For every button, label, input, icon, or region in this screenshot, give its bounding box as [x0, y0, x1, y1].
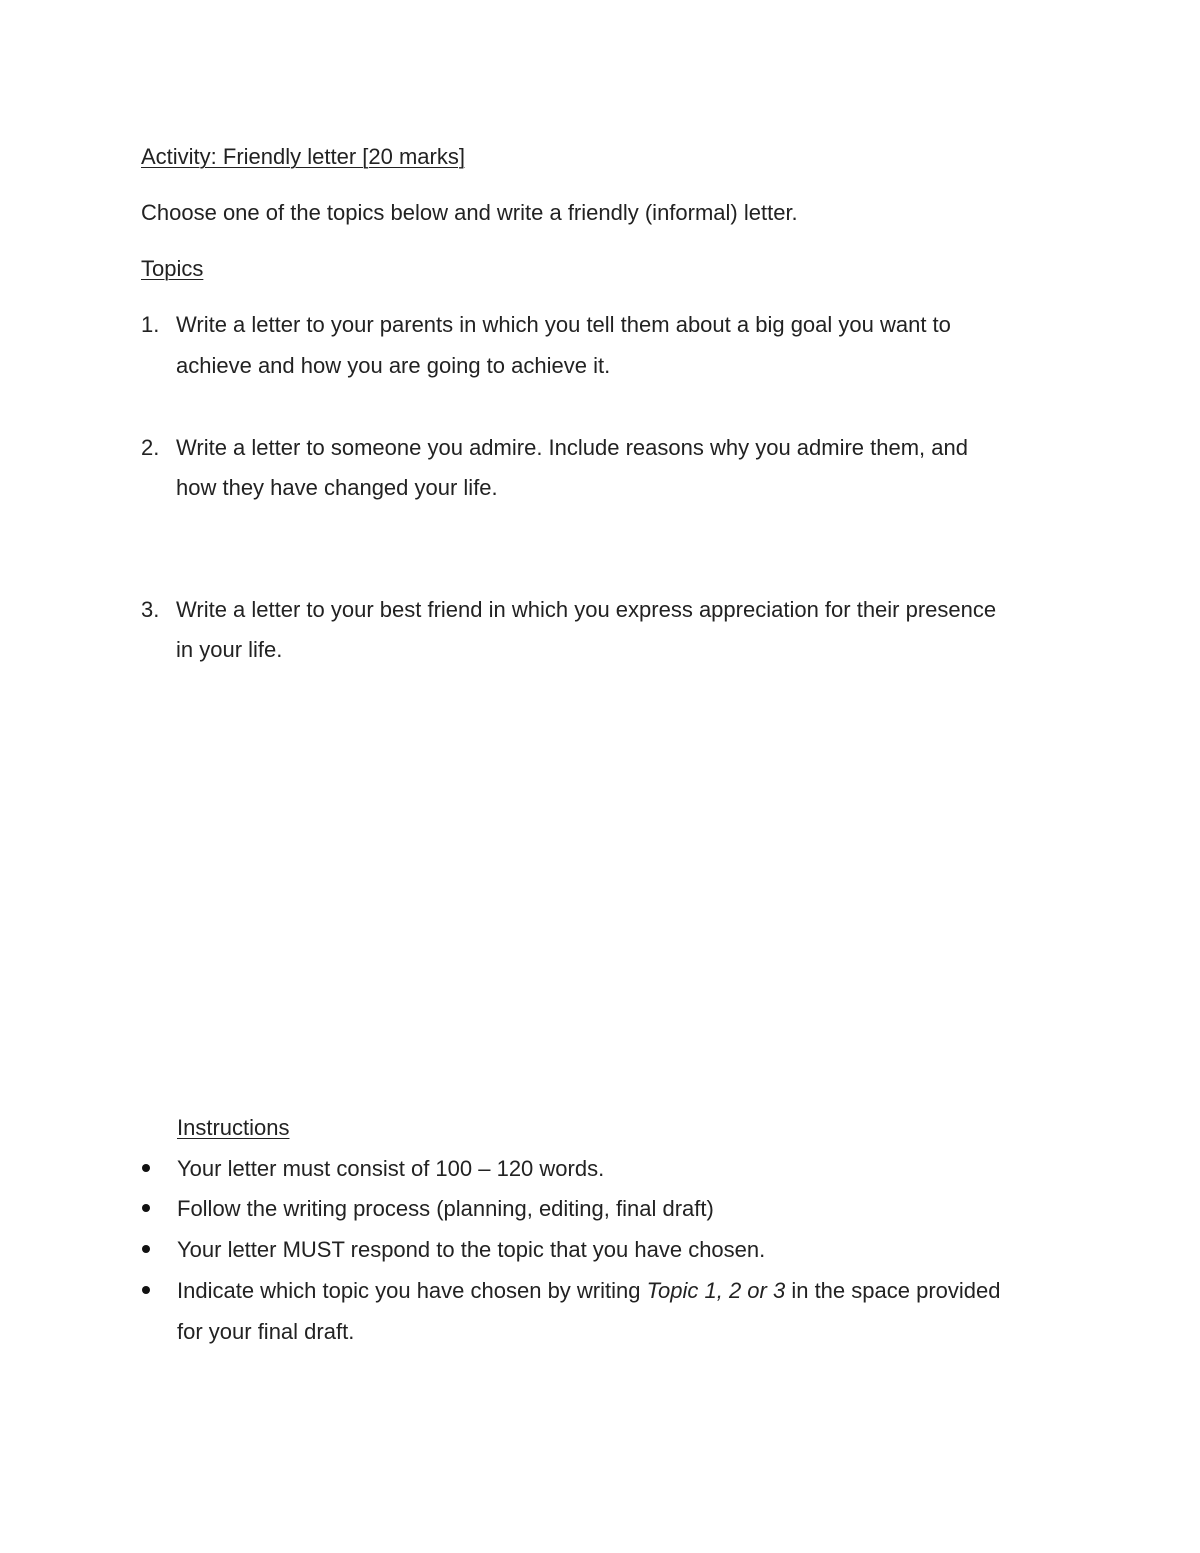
topics-heading: Topics	[141, 256, 204, 281]
bullet-icon	[142, 1164, 150, 1172]
topic-text-line: achieve and how you are going to achieve it.	[176, 353, 611, 378]
instruction-text-line2: for your final draft.	[177, 1319, 355, 1344]
instruction-text: Your letter MUST respond to the topic that you have chosen.	[177, 1237, 766, 1262]
topic-text-line: Write a letter to someone you admire. Include reasons why you admire them, and	[176, 435, 968, 460]
instruction-text	[177, 1280, 1000, 1302]
instruction-text-before: Indicate which topic you have chosen by writing	[177, 1278, 647, 1303]
instruction-text-after: in the space provided	[785, 1278, 1001, 1303]
topic-number: 2.	[141, 435, 160, 460]
topic-text-line: Write a letter to your parents in which you tell them about a big goal you want to	[176, 312, 951, 337]
topic-number: 1.	[141, 312, 160, 337]
bullet-icon	[142, 1204, 150, 1212]
activity-heading: Activity: Friendly letter [20 marks]	[141, 144, 465, 169]
topic-text-line: how they have changed your life.	[176, 475, 498, 500]
instruction-text: Follow the writing process (planning, editing, final draft)	[177, 1196, 714, 1221]
topic-text-line: in your life.	[176, 637, 283, 662]
topic-text-line: Write a letter to your best friend in which you express appreciation for their presence	[176, 597, 997, 622]
intro-text: Choose one of the topics below and write a friendly (informal) letter.	[141, 200, 798, 225]
instruction-text-italic: Topic 1, 2 or 3	[646, 1278, 786, 1303]
topic-number: 3.	[141, 597, 160, 622]
instructions-heading: Instructions	[177, 1115, 290, 1140]
bullet-icon	[142, 1286, 150, 1294]
instruction-text: Your letter must consist of 100 – 120 words.	[177, 1156, 605, 1181]
bullet-icon	[142, 1245, 150, 1253]
